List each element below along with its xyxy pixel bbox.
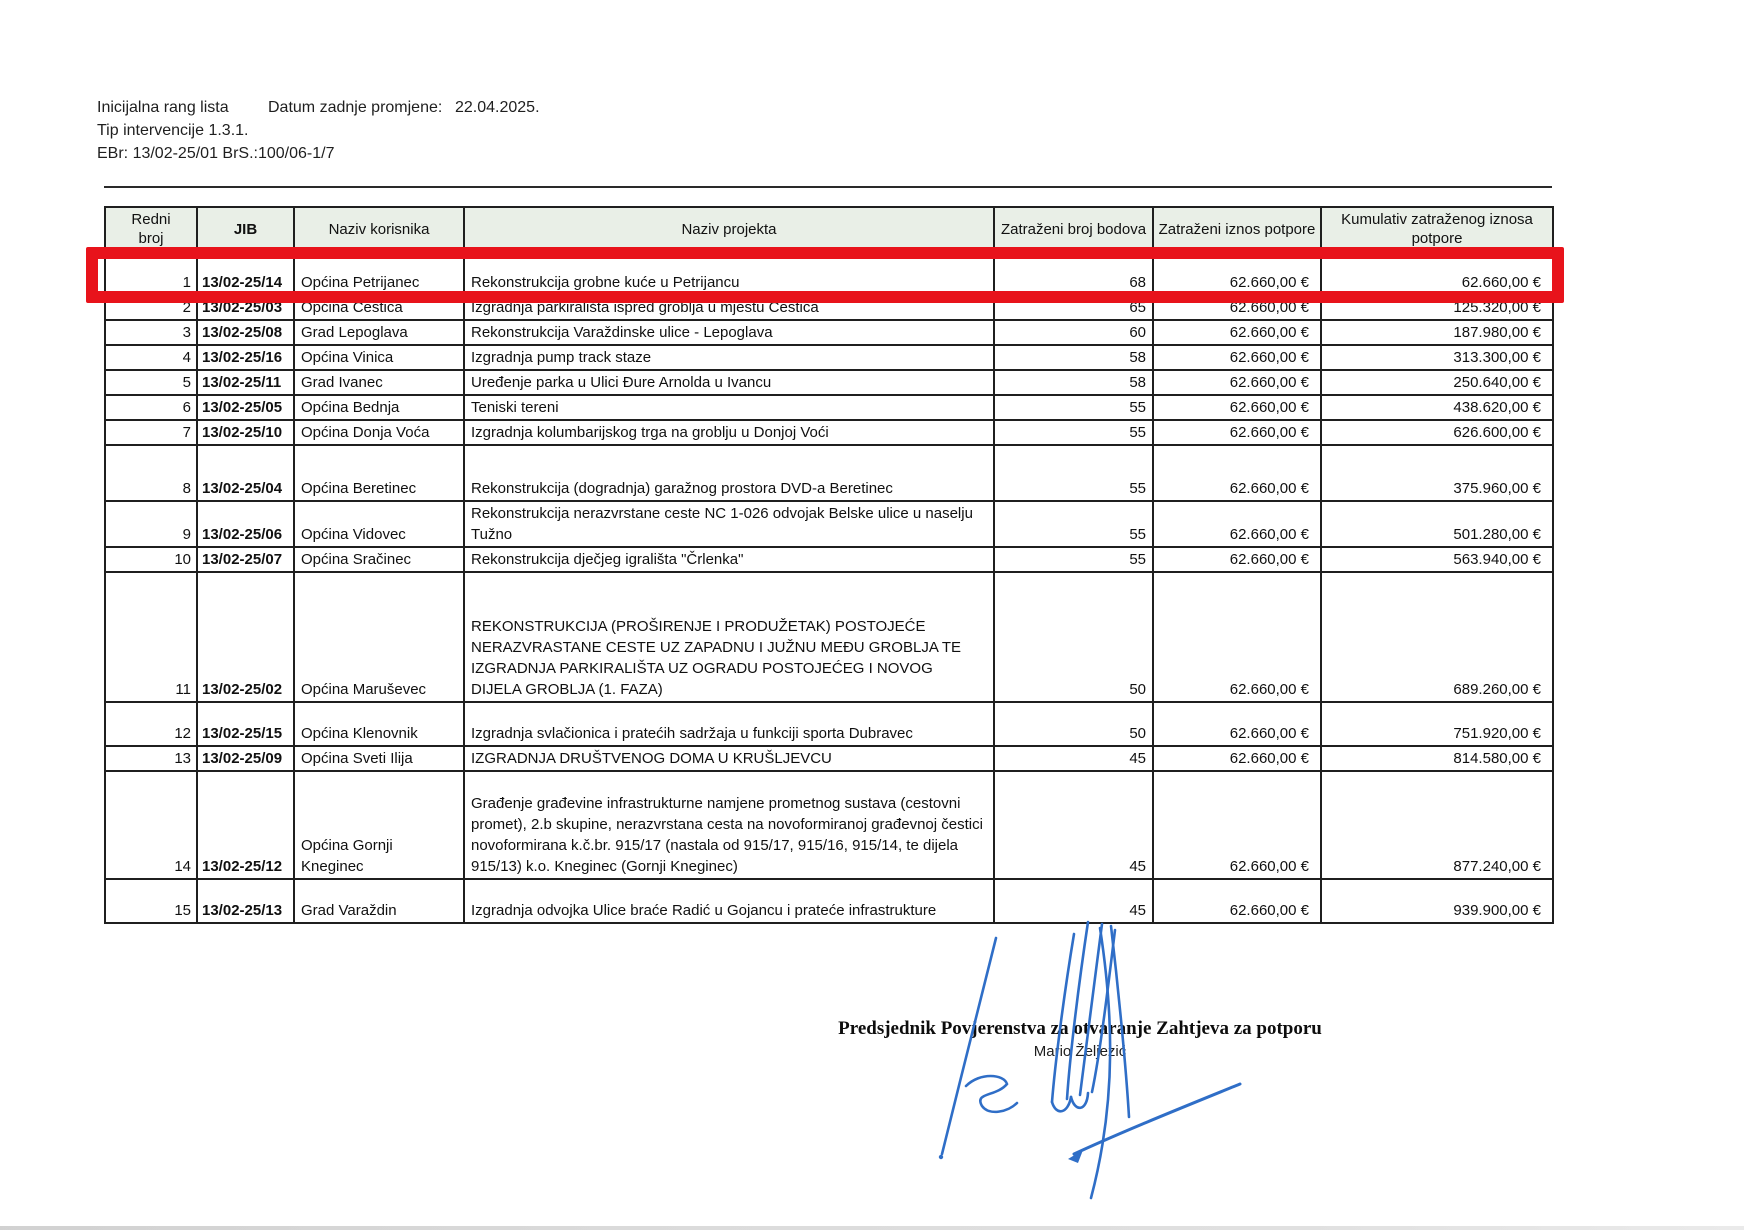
cell-redni-broj: 15: [105, 879, 197, 923]
col-header-jib: JIB: [197, 207, 294, 251]
cell-iznos: 62.660,00 €: [1153, 702, 1321, 746]
cell-naziv-korisnika: Grad Ivanec: [294, 370, 464, 395]
cell-redni-broj: 2: [105, 295, 197, 320]
cell-redni-broj: 8: [105, 445, 197, 501]
table-row: [105, 445, 1553, 501]
table-row: [105, 746, 1553, 771]
table-row: [105, 420, 1553, 445]
last-change-label: Datum zadnje promjene:: [268, 99, 443, 116]
cell-naziv-korisnika: Općina Petrijanec: [294, 251, 464, 295]
cell-bodovi: 68: [994, 251, 1153, 295]
cell-iznos: 62.660,00 €: [1153, 445, 1321, 501]
cell-jib: 13/02-25/06: [197, 501, 294, 547]
cell-iznos: 62.660,00 €: [1153, 547, 1321, 572]
cell-iznos: 62.660,00 €: [1153, 746, 1321, 771]
cell-naziv-projekta: Izgradnja kolumbarijskog trga na groblju u Donjoj Voći: [464, 420, 994, 445]
col-header-redni-broj: Redni broj: [105, 207, 197, 251]
cell-naziv-korisnika: Grad Varaždin: [294, 879, 464, 923]
handwritten-signature-ink: [878, 916, 1278, 1216]
col-header-zatrazeni-iznos-potpore: Zatraženi iznos potpore: [1153, 207, 1321, 251]
cell-jib: 13/02-25/02: [197, 572, 294, 702]
col-header-naziv-projekta: Naziv projekta: [464, 207, 994, 251]
cell-kumulativ: 62.660,00 €: [1321, 251, 1553, 295]
cell-iznos: 62.660,00 €: [1153, 251, 1321, 295]
table-row: [105, 572, 1553, 702]
cell-redni-broj: 10: [105, 547, 197, 572]
cell-bodovi: 55: [994, 501, 1153, 547]
cell-jib: 13/02-25/14: [197, 251, 294, 295]
cell-naziv-projekta: Uređenje parka u Ulici Đure Arnolda u Ivancu: [464, 370, 994, 395]
cell-naziv-korisnika: Općina Donja Voća: [294, 420, 464, 445]
cell-naziv-korisnika: Općina Gornji Kneginec: [294, 771, 464, 879]
cell-kumulativ: 438.620,00 €: [1321, 395, 1553, 420]
cell-bodovi: 58: [994, 370, 1153, 395]
cell-naziv-korisnika: Općina Cestica: [294, 295, 464, 320]
header-line-1: [97, 96, 540, 119]
cell-bodovi: 45: [994, 746, 1153, 771]
cell-kumulativ: 626.600,00 €: [1321, 420, 1553, 445]
cell-redni-broj: 13: [105, 746, 197, 771]
last-change-date: 22.04.2025.: [455, 99, 540, 116]
cell-redni-broj: 7: [105, 420, 197, 445]
cell-redni-broj: 5: [105, 370, 197, 395]
table-row-highlighted: [105, 251, 1553, 295]
cell-bodovi: 65: [994, 295, 1153, 320]
cell-iznos: 62.660,00 €: [1153, 320, 1321, 345]
cell-iznos: 62.660,00 €: [1153, 572, 1321, 702]
signature-name: Mario Željezić: [1033, 1043, 1127, 1060]
cell-kumulativ: 125.320,00 €: [1321, 295, 1553, 320]
cell-naziv-projekta: Rekonstrukcija dječjeg igrališta "Črlenka": [464, 547, 994, 572]
table-row: [105, 501, 1553, 547]
cell-naziv-projekta: Teniski tereni: [464, 395, 994, 420]
registry-numbers: EBr: 13/02-25/01 BrS.:100/06-1/7: [97, 145, 335, 162]
cell-naziv-korisnika: Općina Bednja: [294, 395, 464, 420]
cell-kumulativ: 187.980,00 €: [1321, 320, 1553, 345]
cell-bodovi: 50: [994, 702, 1153, 746]
cell-iznos: 62.660,00 €: [1153, 345, 1321, 370]
cell-naziv-projekta: Rekonstrukcija Varaždinske ulice - Lepoglava: [464, 320, 994, 345]
cell-jib: 13/02-25/03: [197, 295, 294, 320]
cell-iznos: 62.660,00 €: [1153, 295, 1321, 320]
cell-redni-broj: 14: [105, 771, 197, 879]
cell-naziv-projekta: Izgradnja odvojka Ulice braće Radić u Gojancu i prateće infrastrukture: [464, 879, 994, 923]
cell-naziv-korisnika: Općina Klenovnik: [294, 702, 464, 746]
cell-naziv-projekta: Građenje građevine infrastrukturne namjene prometnog sustava (cestovni promet), 2.b skupine, nerazvrstana cesta na novoformiranoj građevnoj čestici novoformirana k.č.br. 915/17 (nastala od 915/17, 915/16, 915/14, te dijela 915/13) k.o. Kneginec (Gornji Kneginec): [464, 771, 994, 879]
cell-bodovi: 45: [994, 879, 1153, 923]
cell-naziv-projekta: Izgradnja pump track staze: [464, 345, 994, 370]
cell-naziv-korisnika: Općina Vinica: [294, 345, 464, 370]
cell-bodovi: 55: [994, 547, 1153, 572]
cell-naziv-korisnika: Općina Beretinec: [294, 445, 464, 501]
cell-kumulativ: 877.240,00 €: [1321, 771, 1553, 879]
cell-jib: 13/02-25/04: [197, 445, 294, 501]
signature-title: Predsjednik Povjerenstva za otvaranje Zahtjeva za potporu: [838, 1018, 1322, 1039]
cell-jib: 13/02-25/05: [197, 395, 294, 420]
scan-edge-shadow: [0, 1226, 1744, 1230]
signature-block: [760, 1018, 1400, 1060]
cell-iznos: 62.660,00 €: [1153, 395, 1321, 420]
cell-jib: 13/02-25/12: [197, 771, 294, 879]
cell-bodovi: 55: [994, 445, 1153, 501]
cell-jib: 13/02-25/09: [197, 746, 294, 771]
cell-iznos: 62.660,00 €: [1153, 771, 1321, 879]
cell-redni-broj: 11: [105, 572, 197, 702]
cell-naziv-korisnika: Općina Sračinec: [294, 547, 464, 572]
cell-redni-broj: 9: [105, 501, 197, 547]
cell-redni-broj: 12: [105, 702, 197, 746]
cell-jib: 13/02-25/15: [197, 702, 294, 746]
table-row: [105, 320, 1553, 345]
cell-redni-broj: 6: [105, 395, 197, 420]
col-header-naziv-korisnika: Naziv korisnika: [294, 207, 464, 251]
cell-iznos: 62.660,00 €: [1153, 879, 1321, 923]
ranking-table: [104, 206, 1554, 924]
cell-redni-broj: 3: [105, 320, 197, 345]
cell-naziv-projekta: REKONSTRUKCIJA (PROŠIRENJE I PRODUŽETAK) POSTOJEĆE NERAZVRASTANE CESTE UZ ZAPADNU I JUŽNU MEĐU GROBLJA TE IZGRADNJA PARKIRALIŠTA UZ OGRADU POSTOJEĆEG I NOVOG DIJELA GROBLJA (1. FAZA): [464, 572, 994, 702]
cell-kumulativ: 313.300,00 €: [1321, 345, 1553, 370]
cell-naziv-korisnika: Općina Sveti Ilija: [294, 746, 464, 771]
cell-kumulativ: 250.640,00 €: [1321, 370, 1553, 395]
col-header-zatrazeni-broj-bodova: Zatraženi broj bodova: [994, 207, 1153, 251]
cell-iznos: 62.660,00 €: [1153, 370, 1321, 395]
cell-iznos: 62.660,00 €: [1153, 501, 1321, 547]
cell-bodovi: 55: [994, 395, 1153, 420]
document-header: [97, 96, 540, 165]
cell-bodovi: 60: [994, 320, 1153, 345]
table-row: [105, 702, 1553, 746]
intervention-type: Tip intervencije 1.3.1.: [97, 122, 249, 139]
col-header-kumulativ-iznosa-potpore: Kumulativ zatraženog iznosa potpore: [1321, 207, 1553, 251]
cell-naziv-projekta: Rekonstrukcija nerazvrstane ceste NC 1-026 odvojak Belske ulice u naselju Tužno: [464, 501, 994, 547]
cell-bodovi: 58: [994, 345, 1153, 370]
cell-naziv-korisnika: Općina Maruševec: [294, 572, 464, 702]
table-row: [105, 395, 1553, 420]
cell-kumulativ: 689.260,00 €: [1321, 572, 1553, 702]
cell-kumulativ: 751.920,00 €: [1321, 702, 1553, 746]
cell-jib: 13/02-25/11: [197, 370, 294, 395]
table-header-row: [105, 207, 1553, 251]
cell-bodovi: 45: [994, 771, 1153, 879]
table-row: [105, 345, 1553, 370]
cell-jib: 13/02-25/08: [197, 320, 294, 345]
cell-iznos: 62.660,00 €: [1153, 420, 1321, 445]
cell-kumulativ: 375.960,00 €: [1321, 445, 1553, 501]
cell-naziv-projekta: Rekonstrukcija (dogradnja) garažnog prostora DVD-a Beretinec: [464, 445, 994, 501]
table-row: [105, 295, 1553, 320]
cell-kumulativ: 939.900,00 €: [1321, 879, 1553, 923]
list-title: Inicijalna rang lista: [97, 99, 229, 116]
cell-naziv-projekta: IZGRADNJA DRUŠTVENOG DOMA U KRUŠLJEVCU: [464, 746, 994, 771]
cell-naziv-projekta: Rekonstrukcija grobne kuće u Petrijancu: [464, 251, 994, 295]
cell-jib: 13/02-25/13: [197, 879, 294, 923]
cell-kumulativ: 563.940,00 €: [1321, 547, 1553, 572]
cell-jib: 13/02-25/16: [197, 345, 294, 370]
cell-redni-broj: 4: [105, 345, 197, 370]
cell-naziv-projekta: Izgradnja svlačionica i pratećih sadržaja u funkciji sporta Dubravec: [464, 702, 994, 746]
cell-redni-broj: 1: [105, 251, 197, 295]
cell-bodovi: 55: [994, 420, 1153, 445]
table-row: [105, 771, 1553, 879]
table-top-rule: [104, 186, 1552, 188]
cell-bodovi: 50: [994, 572, 1153, 702]
table-row: [105, 547, 1553, 572]
table-row: [105, 879, 1553, 923]
cell-naziv-korisnika: Općina Vidovec: [294, 501, 464, 547]
cell-naziv-projekta: Izgradnja parkirališta ispred groblja u mjestu Cestica: [464, 295, 994, 320]
cell-jib: 13/02-25/10: [197, 420, 294, 445]
table-row: [105, 370, 1553, 395]
cell-naziv-korisnika: Grad Lepoglava: [294, 320, 464, 345]
cell-jib: 13/02-25/07: [197, 547, 294, 572]
cell-kumulativ: 814.580,00 €: [1321, 746, 1553, 771]
cell-kumulativ: 501.280,00 €: [1321, 501, 1553, 547]
